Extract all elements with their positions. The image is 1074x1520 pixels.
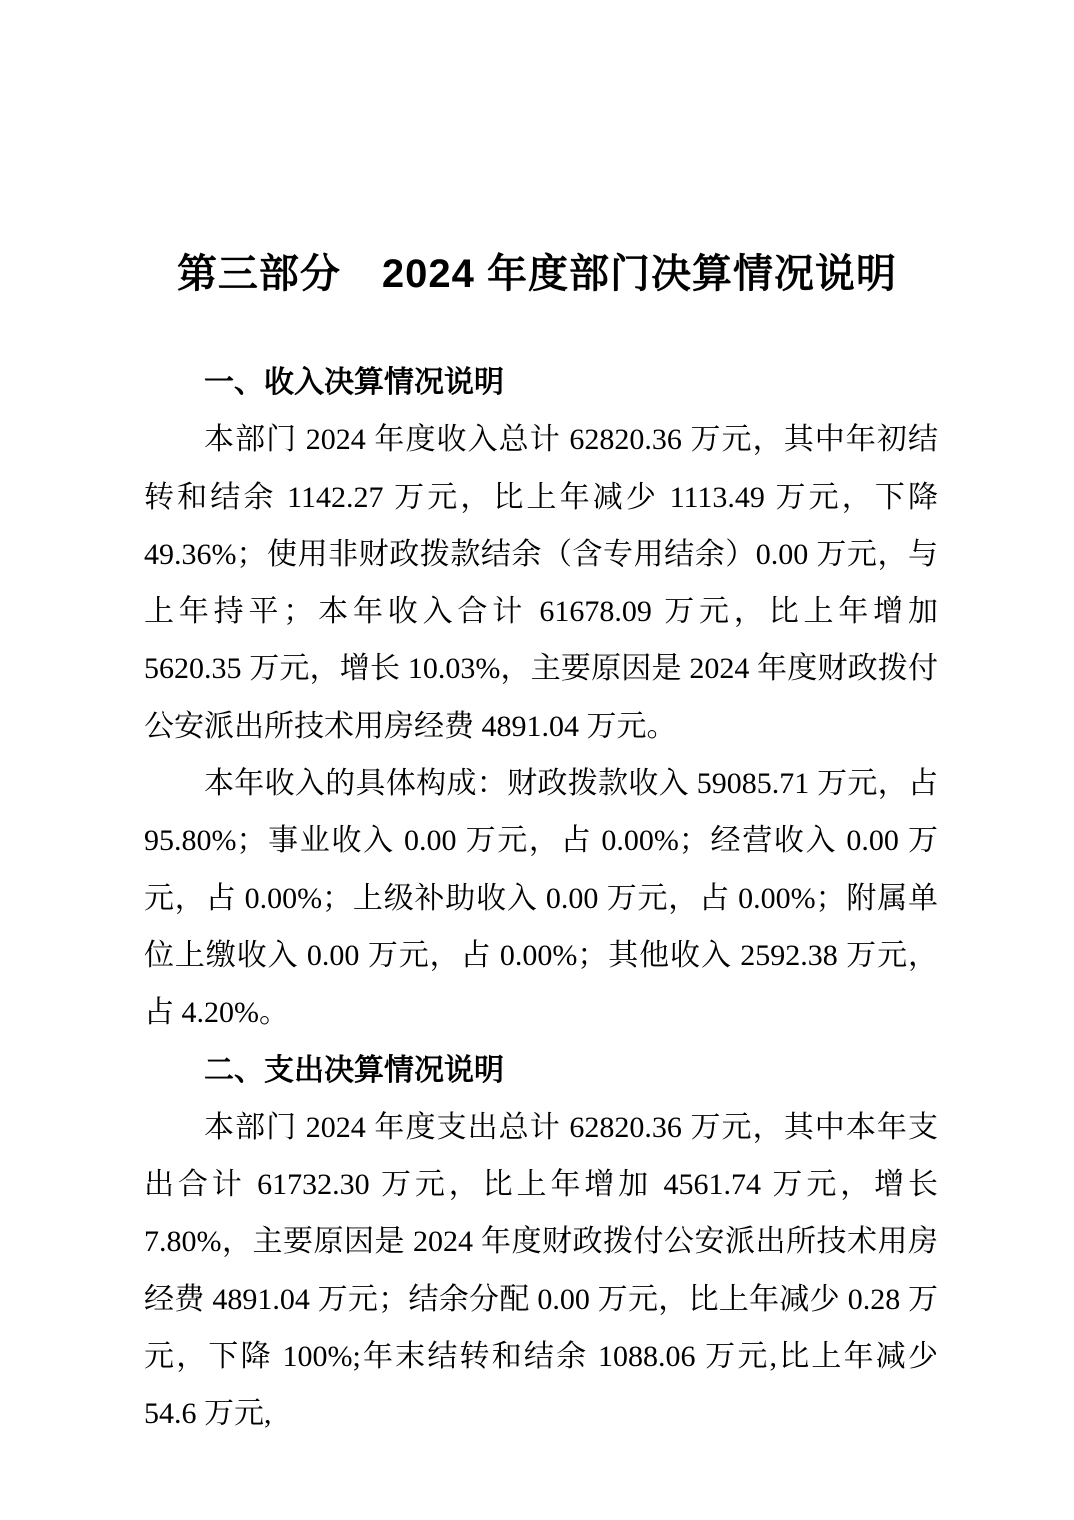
income-summary-paragraph: 本部门 2024 年度收入总计 62820.36 万元，其中年初结转和结余 1142.27 万元，比上年减少 1113.49 万元，下降 49.36%；使用非财政拨款结余（含专用结余）0.00 万元，与上年持平；本年收入合计 61678.09 万元，比上年增加 5620.35 万元，增长 10.03%，主要原因是 2024 年度财政拨付公安派出所技术用房经费 4891.04 万元。 [144,423,938,743]
income-composition-paragraph: 本年收入的具体构成：财政拨款收入 59085.71 万元，占 95.80%；事业收入 0.00 万元，占 0.00%；经营收入 0.00 万元，占 0.00%；上级补助收入 0.00 万元，占 0.00%；附属单位上缴收入 0.00 万元，占 0.00%；其他收入 2592.38 万元，占 4.20%。 [144,767,938,1030]
section-heading-income: 一、收入决算情况说明 [204,366,504,399]
section-heading-expenditure: 二、支出决算情况说明 [204,1053,504,1087]
page-title: 第三部分 2024 年度部门决算情况说明 [176,252,898,296]
expenditure-summary-paragraph: 本部门 2024 年度支出总计 62820.36 万元，其中本年支出合计 61732.30 万元，比上年增加 4561.74 万元，增长 7.80%，主要原因是 2024 年度财政拨付公安派出所技术用房经费 4891.04 万元；结余分配 0.00 万元，比上年减少 0.28 万元，下降 100%;年末结转和结余 1088.06 万元,比上年减少 54.6 万元, [144,1110,938,1431]
document-body [144,354,938,1443]
